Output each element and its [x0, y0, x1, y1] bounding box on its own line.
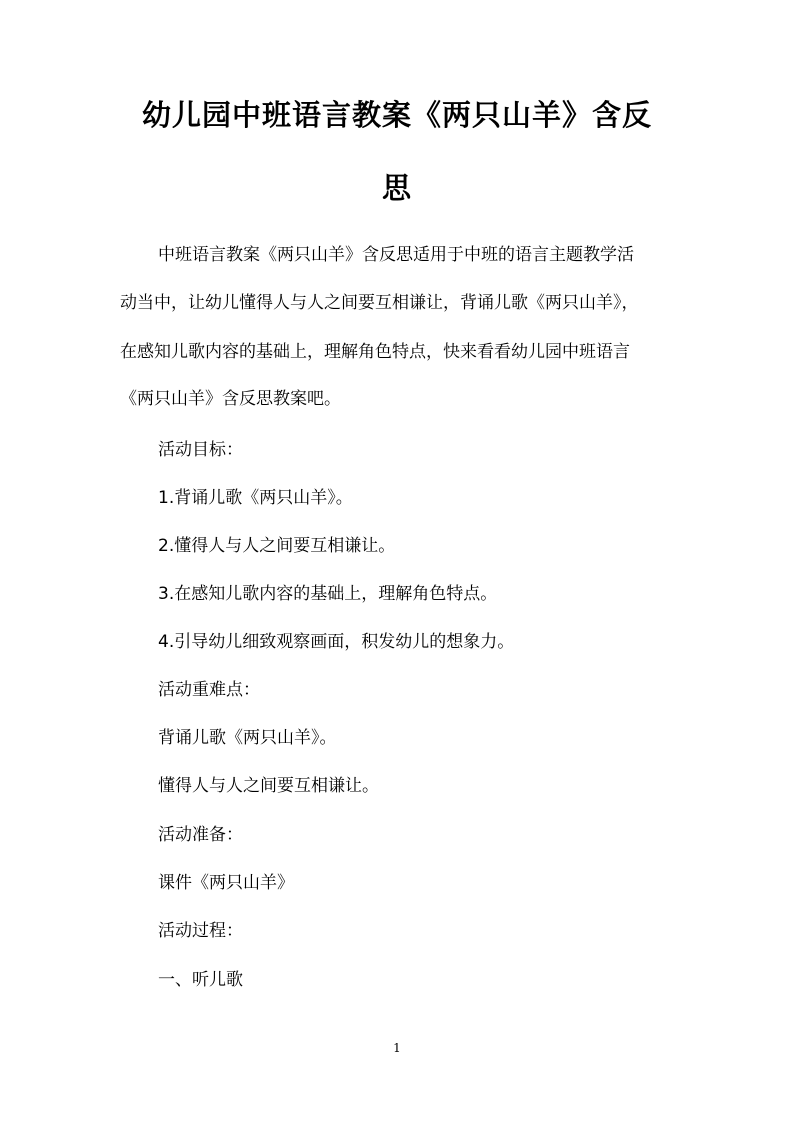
document-title-line-2: 思 [381, 171, 412, 205]
key-point-1: 背诵儿歌《两只山羊》。 [158, 728, 337, 748]
intro-line-1: 中班语言教案《两只山羊》含反思适用于中班的语言主题教学活 [158, 245, 634, 265]
page-number: 1 [393, 1041, 401, 1055]
goal-item-4: 4.引导幼儿细致观察画面，积发幼儿的想象力。 [158, 632, 515, 652]
goal-item-3: 3.在感知儿歌内容的基础上，理解角色特点。 [158, 584, 498, 604]
goal-item-1: 1.背诵儿歌《两只山羊》。 [158, 488, 353, 508]
preparation-item: 课件《两只山羊》 [158, 873, 294, 893]
process-heading: 活动过程： [158, 921, 243, 941]
key-points-heading: 活动重难点： [158, 680, 260, 700]
key-point-2: 懂得人与人之间要互相谦让。 [158, 776, 379, 796]
process-step-1: 一、听儿歌 [158, 970, 243, 990]
goal-item-2: 2.懂得人与人之间要互相谦让。 [158, 536, 396, 556]
preparation-heading: 活动准备： [158, 825, 243, 845]
intro-line-3: 在感知儿歌内容的基础上，理解角色特点，快来看看幼儿园中班语言 [120, 342, 630, 362]
intro-line-4: 《两只山羊》含反思教案吧。 [120, 389, 341, 409]
intro-line-2: 动当中，让幼儿懂得人与人之间要互相谦让，背诵儿歌《两只山羊》， [120, 293, 639, 313]
document-title-line-1: 幼儿园中班语言教案《两只山羊》含反 [141, 98, 652, 132]
goals-heading: 活动目标： [158, 440, 243, 460]
